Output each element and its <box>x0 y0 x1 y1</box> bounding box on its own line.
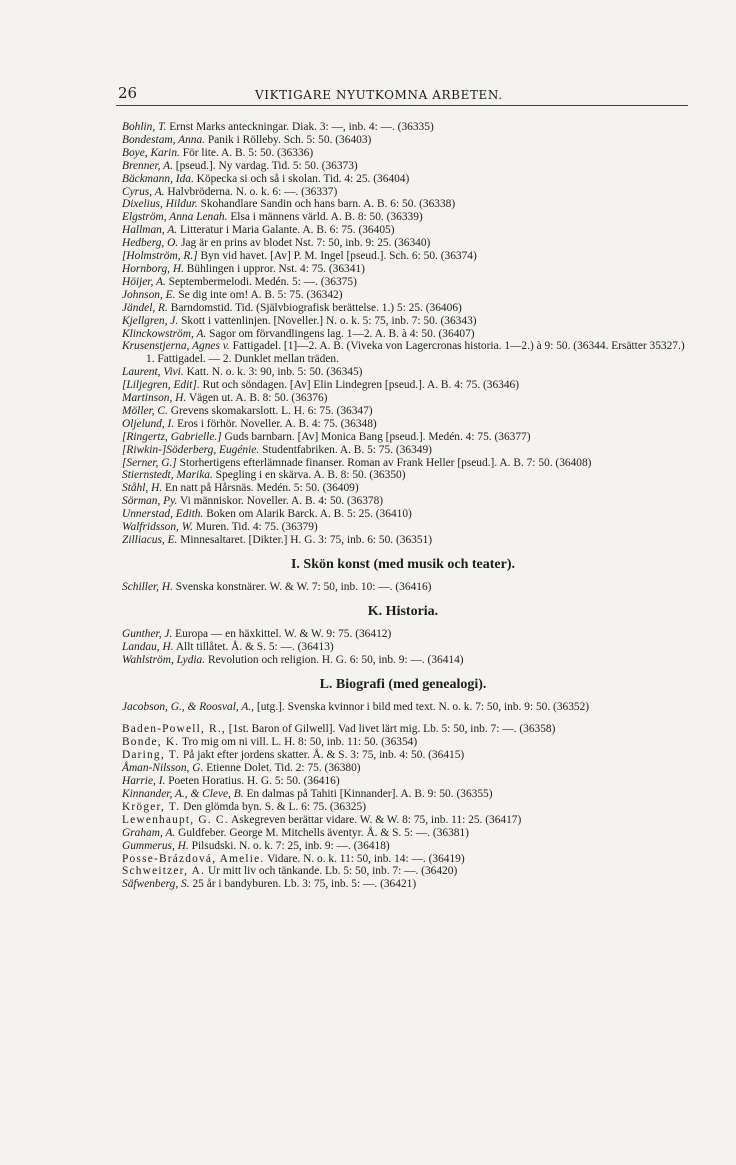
entry-author: Hallman, A. <box>122 224 178 237</box>
entry-text: [1st. Baron of Gilwell]. Vad livet lärt mig. Lb. 5: 50, inb. 7: —. (36358) <box>228 723 556 736</box>
entry-author: Graham, A. <box>122 826 176 839</box>
entry-text: Allt tillåtet. Å. & S. 5: —. (36413) <box>175 640 334 653</box>
entry-author: Daring, T. <box>122 749 181 762</box>
entry-author: Dixelius, Hildur. <box>122 198 198 211</box>
entry-author: Oljelund, I. <box>122 417 175 430</box>
entry-text: Guldfeber. George M. Mitchells äventyr. Å. & S. 5: —. (36381) <box>178 826 469 839</box>
list-item <box>116 211 690 224</box>
list-item <box>116 405 690 418</box>
list-item <box>116 749 690 762</box>
entry-text: Vi människor. Noveller. A. B. 4: 50. (36378) <box>180 495 384 508</box>
list-item <box>116 289 690 302</box>
list-item <box>116 160 690 173</box>
entry-author: Klinckowström, A. <box>122 327 207 340</box>
page-content <box>116 121 690 891</box>
entry-author: Johnson, E. <box>122 288 176 301</box>
entry-author: Gummerus, H. <box>122 839 189 852</box>
entry-text: Ernst Marks anteckningar. Diak. 3: —, inb. 4: —. (36335) <box>169 121 434 133</box>
list-item <box>116 224 690 237</box>
list-item <box>116 840 690 853</box>
list-item <box>116 198 690 211</box>
entry-text: Guds barnbarn. [Av] Monica Bang [pseud.]. Medén. 4: 75. (36377) <box>224 430 531 443</box>
entry-text: Skott i vattenlinjen. [Noveller.] N. o. k. 5: 75, inb. 7: 50. (36343) <box>181 314 477 327</box>
list-item <box>116 173 690 186</box>
entry-text: Europa — en häxkittel. W. & W. 9: 75. (36412) <box>175 627 392 640</box>
entry-author: Wahlström, Lydia. <box>122 653 206 666</box>
list-item <box>116 328 690 341</box>
entry-text: Etienne Dolet. Tid. 2: 75. (36380) <box>206 762 361 775</box>
entry-author: Jacobson, G., & Roosval, A., <box>122 700 255 713</box>
list-item <box>116 276 690 289</box>
entry-author: Landau, H. <box>122 640 174 653</box>
entry-text: Köpecka si och så i skolan. Tid. 4: 25. (36404) <box>196 172 410 185</box>
list-item <box>116 853 690 866</box>
entry-text: Spegling i en skärva. A. B. 8: 50. (36350) <box>215 469 406 482</box>
list-item <box>116 379 690 392</box>
entry-text: Revolution och religion. H. G. 6: 50, inb. 9: —. (36414) <box>207 653 464 666</box>
entry-author: Kröger, T. <box>122 800 181 813</box>
entry-author: Stiernstedt, Marika. <box>122 469 213 482</box>
list-item <box>116 788 690 801</box>
entry-author: Bäckmann, Ida. <box>122 172 194 185</box>
entry-author: Bonde, K. <box>122 736 180 749</box>
entry-text: För lite. A. B. 5: 50. (36336) <box>182 146 314 159</box>
entry-text: Sagor om förvandlingens lag. 1—2. A. B. à 4: 50. (36407) <box>209 327 475 340</box>
entry-author: Schiller, H. <box>122 580 173 593</box>
entry-author: Hedberg, O. <box>122 237 179 250</box>
list-item <box>116 701 690 714</box>
entry-author: Kinnander, A., & Cleve, B. <box>122 787 244 800</box>
running-head: VIKTIGARE NYUTKOMNA ARBETEN. <box>255 88 503 102</box>
entry-text: Minnesaltaret. [Dikter.] H. G. 3: 75, inb. 6: 50. (36351) <box>180 534 433 546</box>
list-item <box>116 581 690 594</box>
entry-text: Rut och söndagen. [Av] Elin Lindegren [pseud.]. A. B. 4: 75. (36346) <box>202 379 520 392</box>
entry-author: Cyrus, A. <box>122 185 165 198</box>
entry-text: En dalmas på Tahiti [Kinnander]. A. B. 9: 50. (36355) <box>246 787 493 800</box>
list-item <box>116 366 690 379</box>
entry-author: [Serner, G.] <box>122 456 177 469</box>
entry-text: Septembermelodi. Medén. 5: —. (36375) <box>168 275 357 288</box>
entry-text: [utg.]. Svenska kvinnor i bild med text. N. o. k. 7: 50, inb. 9: 50. (36352) <box>256 700 590 713</box>
list-item <box>116 495 690 508</box>
spacer <box>116 713 690 723</box>
entry-text: 25 år i bandyburen. Lb. 3: 75, inb. 5: —. (36421) <box>192 878 417 891</box>
entry-author: Harrie, I. <box>122 775 166 788</box>
entry-text: Studentfabriken. A. B. 5: 75. (36349) <box>262 443 432 456</box>
entry-text: Pilsudski. N. o. k. 7: 25, inb. 9: —. (36418) <box>191 839 390 852</box>
list-item <box>116 418 690 431</box>
section-heading-i: I. Skön konst (med musik och teater). <box>290 556 515 572</box>
entry-text: Vidare. N. o. k. 11: 50, inb. 14: —. (36419) <box>267 852 465 865</box>
entry-text: Eros i förhör. Noveller. A. B. 4: 75. (36348) <box>177 417 377 430</box>
entry-text: Litteratur i Maria Galante. A. B. 6: 75. (36405) <box>180 224 395 237</box>
entry-text: Jag är en prins av blodet Nst. 7: 50, inb. 9: 25. (36340) <box>181 237 431 250</box>
list-item <box>116 134 690 147</box>
list-item <box>116 315 690 328</box>
entry-author: Martinson, H. <box>122 392 187 405</box>
entry-author: Unnerstad, Edith. <box>122 508 204 521</box>
list-item <box>116 723 690 736</box>
entry-text: Byn vid havet. [Av] P. M. Ingel [pseud.]. Sch. 6: 50. (36374) <box>200 250 477 263</box>
entry-author: Hornborg, H. <box>122 262 184 275</box>
entry-author: Sörman, Py. <box>122 495 178 508</box>
entry-text: Panik i Rölleby. Sch. 5: 50. (36403) <box>207 133 372 146</box>
entry-author: [Holmström, R.] <box>122 250 198 263</box>
entry-text: Svenska konstnärer. W. & W. 7: 50, inb. 10: —. (36416) <box>175 580 432 593</box>
entry-text: Ur mitt liv och tänkande. Lb. 5: 50, inb. 7: —. (36420) <box>207 865 458 878</box>
entry-author: [Riwkin-]Söderberg, Eugénie. <box>122 443 260 456</box>
list-item <box>116 534 690 547</box>
entry-author: Krusenstjerna, Agnes v. <box>122 340 230 353</box>
entry-author: Lewenhaupt, G. C. <box>122 813 229 826</box>
entry-author: Bondestam, Anna. <box>122 133 205 146</box>
list-item <box>116 521 690 534</box>
list-item <box>116 482 690 495</box>
entry-text: På jakt efter jordens skatter. Å. & S. 3: 75, inb. 4: 50. (36415) <box>182 749 465 762</box>
entry-author: Schweitzer, A. <box>122 865 206 878</box>
list-item <box>116 444 690 457</box>
entry-author: Säfwenberg, S. <box>122 878 190 891</box>
section-heading-k: K. Historia. <box>367 603 439 619</box>
section-heading-l: L. Biografi (med genealogi). <box>319 676 487 692</box>
entry-author: Posse-Brázdová, Amelie. <box>122 852 265 865</box>
entry-text: Halvbröderna. N. o. k. 6: —. (36337) <box>167 185 338 198</box>
entry-text: Askegreven berättar vidare. W. & W. 8: 75, inb. 11: 25. (36417) <box>230 813 522 826</box>
entry-text: Bühlingen i uppror. Nst. 4: 75. (36341) <box>186 262 365 275</box>
entry-author: Kjellgren, J. <box>122 314 179 327</box>
entry-text: Fattigadel. [1]—2. A. B. (Viveka von Lagercronas historia. 1—2.) à 9: 50. (36344. Ersätter 35327.) 1. Fattigadel. — 2. Dunklet mellan träden. <box>146 340 685 366</box>
header-rule <box>116 105 688 106</box>
list-item <box>116 865 690 878</box>
entry-text: Katt. N. o. k. 3: 90, inb. 5: 50. (36345) <box>186 366 363 379</box>
entry-author: Boye, Karin. <box>122 146 180 159</box>
list-item <box>116 762 690 775</box>
list-item <box>116 641 690 654</box>
entry-text: [pseud.]. Ny vardag. Tid. 5: 50. (36373) <box>175 159 358 172</box>
entry-author: Walfridsson, W. <box>122 521 194 534</box>
list-item <box>116 186 690 199</box>
list-item <box>116 801 690 814</box>
list-item <box>116 814 690 827</box>
entry-text: Barndomstid. Tid. (Självbiografisk berättelse. 1.) 5: 25. (36406) <box>170 301 462 314</box>
entry-text: Boken om Alarik Barck. A. B. 5: 25. (36410) <box>206 508 412 521</box>
entry-author: Gunther, J. <box>122 627 173 640</box>
entry-text: Den glömda byn. S. & L. 6: 75. (36325) <box>183 800 366 813</box>
list-item <box>116 775 690 788</box>
list-item <box>116 457 690 470</box>
list-item <box>116 250 690 263</box>
list-item <box>116 654 690 667</box>
list-item <box>116 121 690 134</box>
entry-text: Elsa i männens värld. A. B. 8: 50. (36339) <box>230 211 423 224</box>
list-item <box>116 340 690 366</box>
entry-author: [Ringertz, Gabrielle.] <box>122 430 222 443</box>
entry-author: Brenner, A. <box>122 159 173 172</box>
entry-author: Jändel, R. <box>122 301 168 314</box>
biography-entries <box>116 723 690 891</box>
entry-author: Elgström, Anna Lenah. <box>122 211 228 224</box>
entry-author: Möller, C. <box>122 404 168 417</box>
entry-text: Muren. Tid. 4: 75. (36379) <box>195 521 318 534</box>
entry-text: Grevens skomakarslott. L. H. 6: 75. (36347) <box>170 404 373 417</box>
entry-author: Höijer, A. <box>122 275 166 288</box>
entry-author: Laurent, Vivi. <box>122 366 184 379</box>
entry-text: Storhertigens efterlämnade finanser. Roman av Frank Heller [pseud.]. A. B. 7: 50. (36408) <box>179 456 592 469</box>
entry-author: [Liljegren, Edit]. <box>122 379 200 392</box>
art-entries <box>116 581 690 594</box>
list-item <box>116 302 690 315</box>
history-entries <box>116 628 690 667</box>
fiction-entries <box>116 121 690 547</box>
entry-author: Ståhl, H. <box>122 482 163 495</box>
list-item <box>116 508 690 521</box>
entry-author: Bohlin, T. <box>122 121 167 133</box>
list-item <box>116 469 690 482</box>
entry-text: Skohandlare Sandin och hans barn. A. B. 6: 50. (36338) <box>200 198 456 211</box>
entry-author: Zilliacus, E. <box>122 534 178 546</box>
entry-text: Vägen ut. A. B. 8: 50. (36376) <box>188 392 328 405</box>
entry-text: Tro mig om ni vill. L. H. 8: 50, inb. 11: 50. (36354) <box>181 736 418 749</box>
entry-text: Poeten Horatius. H. G. 5: 50. (36416) <box>168 775 340 788</box>
list-item <box>116 431 690 444</box>
entry-text: En natt på Hårsnäs. Medén. 5: 50. (36409) <box>165 482 359 495</box>
entry-author: Åman-Nilsson, G. <box>122 762 204 775</box>
list-item <box>116 628 690 641</box>
entry-author: Baden-Powell, R., <box>122 723 226 736</box>
list-item <box>116 263 690 276</box>
list-item <box>116 392 690 405</box>
page-number: 26 <box>118 84 138 102</box>
list-item <box>116 237 690 250</box>
list-item <box>116 147 690 160</box>
entry-text: Se dig inte om! A. B. 5: 75. (36342) <box>178 288 343 301</box>
list-item <box>116 878 690 891</box>
list-item <box>116 827 690 840</box>
list-item <box>116 736 690 749</box>
